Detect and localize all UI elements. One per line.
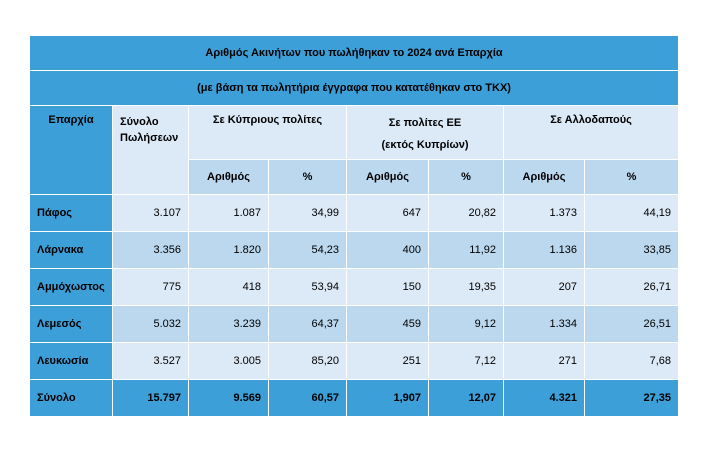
row-fo-percent: 26,71 (585, 269, 679, 306)
row-province: Αμμόχωστος (30, 269, 113, 306)
total-row (30, 380, 679, 417)
subheader-eu-number: Αριθμός (347, 160, 429, 195)
row-eu-percent: 11,92 (429, 232, 504, 269)
row-eu-number: 251 (347, 343, 429, 380)
row-cy-number: 1.820 (189, 232, 269, 269)
header-total-line1: Σύνολο (120, 116, 159, 128)
header-foreigners: Σε Αλλοδαπούς (504, 106, 679, 160)
sum-total: 15.797 (113, 380, 189, 417)
sum-fo-percent: 27,35 (585, 380, 679, 417)
sum-eu-percent: 12,07 (429, 380, 504, 417)
row-fo-number: 271 (504, 343, 585, 380)
row-eu-number: 647 (347, 195, 429, 232)
row-fo-number: 207 (504, 269, 585, 306)
row-eu-percent: 20,82 (429, 195, 504, 232)
sum-cy-percent: 60,57 (269, 380, 347, 417)
row-cy-percent: 85,20 (269, 343, 347, 380)
row-cy-number: 3.005 (189, 343, 269, 380)
row-total: 5.032 (113, 306, 189, 343)
row-province: Λεμεσός (30, 306, 113, 343)
table-row (30, 343, 679, 380)
row-eu-percent: 9,12 (429, 306, 504, 343)
row-province: Λάρνακα (30, 232, 113, 269)
row-cy-percent: 54,23 (269, 232, 347, 269)
row-fo-percent: 33,85 (585, 232, 679, 269)
header-total-line2: Πωλήσεων (120, 132, 179, 144)
row-eu-percent: 7,12 (429, 343, 504, 380)
subheader-eu-percent: % (429, 160, 504, 195)
row-total: 3.356 (113, 232, 189, 269)
row-fo-number: 1.334 (504, 306, 585, 343)
table-row (30, 269, 679, 306)
row-eu-number: 150 (347, 269, 429, 306)
row-eu-number: 400 (347, 232, 429, 269)
subheader-cy-number: Αριθμός (189, 160, 269, 195)
row-cy-number: 3.239 (189, 306, 269, 343)
sales-table (29, 35, 679, 417)
title-row (30, 36, 679, 71)
sum-fo-number: 4.321 (504, 380, 585, 417)
subheader-cy-percent: % (269, 160, 347, 195)
subtitle-row (30, 71, 679, 106)
sum-label: Σύνολο (30, 380, 113, 417)
row-cy-percent: 64,37 (269, 306, 347, 343)
sum-cy-number: 9.569 (189, 380, 269, 417)
row-total: 775 (113, 269, 189, 306)
row-cy-number: 1.087 (189, 195, 269, 232)
table-row (30, 232, 679, 269)
header-eu-line1: Σε πολίτες ΕΕ (388, 116, 462, 129)
row-fo-percent: 26,51 (585, 306, 679, 343)
row-cy-number: 418 (189, 269, 269, 306)
row-province: Λευκωσία (30, 343, 113, 380)
sum-eu-number: 1,907 (347, 380, 429, 417)
header-cypriots: Σε Κύπριους πολίτες (189, 106, 347, 160)
header-eu (347, 106, 504, 160)
header-row (30, 106, 679, 160)
table-subtitle: (με βάση τα πωλητήρια έγγραφα που κατατέθηκαν στο ΤΚΧ) (30, 71, 679, 106)
header-province: Επαρχία (30, 106, 113, 195)
table-row (30, 306, 679, 343)
row-fo-number: 1.136 (504, 232, 585, 269)
row-fo-number: 1.373 (504, 195, 585, 232)
table-row (30, 195, 679, 232)
row-cy-percent: 34,99 (269, 195, 347, 232)
row-total: 3.527 (113, 343, 189, 380)
row-total: 3.107 (113, 195, 189, 232)
row-fo-percent: 7,68 (585, 343, 679, 380)
row-province: Πάφος (30, 195, 113, 232)
header-eu-line2: (εκτός Κυπρίων) (381, 138, 469, 151)
row-eu-number: 459 (347, 306, 429, 343)
subheader-fo-number: Αριθμός (504, 160, 585, 195)
row-fo-percent: 44,19 (585, 195, 679, 232)
table-title: Αριθμός Ακινήτων που πωλήθηκαν το 2024 ανά Επαρχία (30, 36, 679, 71)
row-eu-percent: 19,35 (429, 269, 504, 306)
row-cy-percent: 53,94 (269, 269, 347, 306)
header-total (113, 106, 189, 195)
subheader-fo-percent: % (585, 160, 679, 195)
